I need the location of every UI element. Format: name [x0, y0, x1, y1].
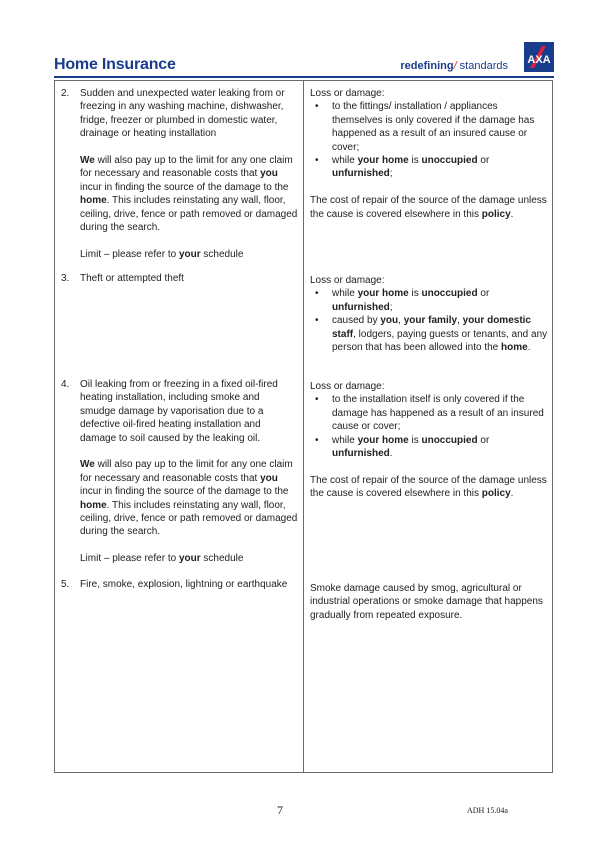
list-item: • to the fittings/ installation / appliances themselves is only covered if the damage has happened as a result of an insured cause or cover; — [310, 100, 550, 154]
cover-line: damage to soil caused by the leaking oil. — [80, 432, 261, 444]
tagline-bold: redefining — [400, 60, 454, 72]
cover-line: freezing in any washing machine, dishwasher, — [80, 101, 284, 113]
exclusion-intro: Loss or damage: — [310, 275, 385, 286]
row-number: 4. — [61, 379, 70, 390]
extra-cost-text: We will also pay up to the limit for any one claim for necessary and reasonable costs that you incur in finding the source of the damage to the home. This includes reinstating any wall, floor, ceiling, drive, fence or path removed or damaged during the search. — [80, 155, 298, 234]
row-4-exclusions — [310, 380, 550, 501]
row-5-cover: Fire, smoke, explosion, lightning or earthquake — [80, 579, 288, 590]
cover-line: smudge damage by vaporisation due to a — [80, 405, 264, 417]
column-divider — [303, 80, 304, 773]
list-item: • while your home is unoccupied or unfurnished; — [310, 287, 550, 314]
row-3-exclusions — [310, 274, 550, 354]
document-code: ADH 15.04a — [467, 806, 508, 815]
tagline-rest: standards — [456, 60, 508, 72]
row-number: 3. — [61, 273, 70, 284]
row-3-cover: Theft or attempted theft — [80, 273, 184, 284]
exclusion-list — [310, 287, 550, 354]
tagline-slash: / — [453, 60, 457, 72]
list-item: • while your home is unoccupied or unfurnished; — [310, 154, 550, 181]
extra-cost-text: We will also pay up to the limit for any one claim for necessary and reasonable costs that you incur in finding the source of the damage to the home. This includes reinstating any wall, floor, ceiling, drive, fence or path removed or damaged during the search. — [80, 459, 298, 538]
cover-line: Oil leaking from or freezing in a fixed oil-fired — [80, 379, 278, 390]
cover-line: Sudden and unexpected water leaking from or — [80, 88, 285, 99]
list-item: • to the installation itself is only covered if the damage has happened as a result of an insured cause or cover; — [310, 393, 550, 433]
row-2-cover — [80, 87, 302, 261]
exclusion-list — [310, 100, 550, 180]
cover-line: drainage or heating installation — [80, 128, 217, 140]
cover-line: fridge, freezer or plumbed in domestic water, — [80, 114, 278, 126]
exclusion-note: The cost of repair of the source of the damage unless the cause is covered elsewhere in this policy. — [310, 474, 547, 500]
row-5-exclusions: Smoke damage caused by smog, agricultural or industrial operations or smoke damage that happens gradually from repeated exposure. — [310, 583, 543, 621]
list-item: • caused by you, your family, your domestic staff, lodgers, paying guests or tenants, and any person that has been allowed into the home. — [310, 314, 550, 354]
page-number: 7 — [277, 803, 283, 817]
row-number: 2. — [61, 88, 70, 99]
page-title: Home Insurance — [54, 56, 176, 73]
exclusion-list — [310, 393, 550, 460]
limit-text: Limit – please refer to your schedule — [80, 248, 244, 260]
exclusion-intro: Loss or damage: — [310, 88, 385, 99]
header-rule — [54, 76, 554, 78]
exclusion-intro: Loss or damage: — [310, 381, 385, 392]
limit-text: Limit – please refer to your schedule — [80, 553, 244, 565]
logo-text: AXA — [527, 54, 551, 66]
axa-logo — [524, 42, 554, 72]
exclusion-note: The cost of repair of the source of the damage unless the cause is covered elsewhere in this policy. — [310, 195, 547, 220]
row-4-cover — [80, 378, 302, 566]
row-2-exclusions — [310, 87, 550, 221]
page-header — [54, 40, 554, 76]
list-item: • while your home is unoccupied or unfurnished. — [310, 434, 550, 461]
cover-line: heating installation, including smoke and — [80, 392, 260, 404]
brand-tagline — [400, 60, 508, 72]
row-number: 5. — [61, 579, 70, 590]
cover-line: defective oil-fired heating installation and — [80, 419, 261, 431]
